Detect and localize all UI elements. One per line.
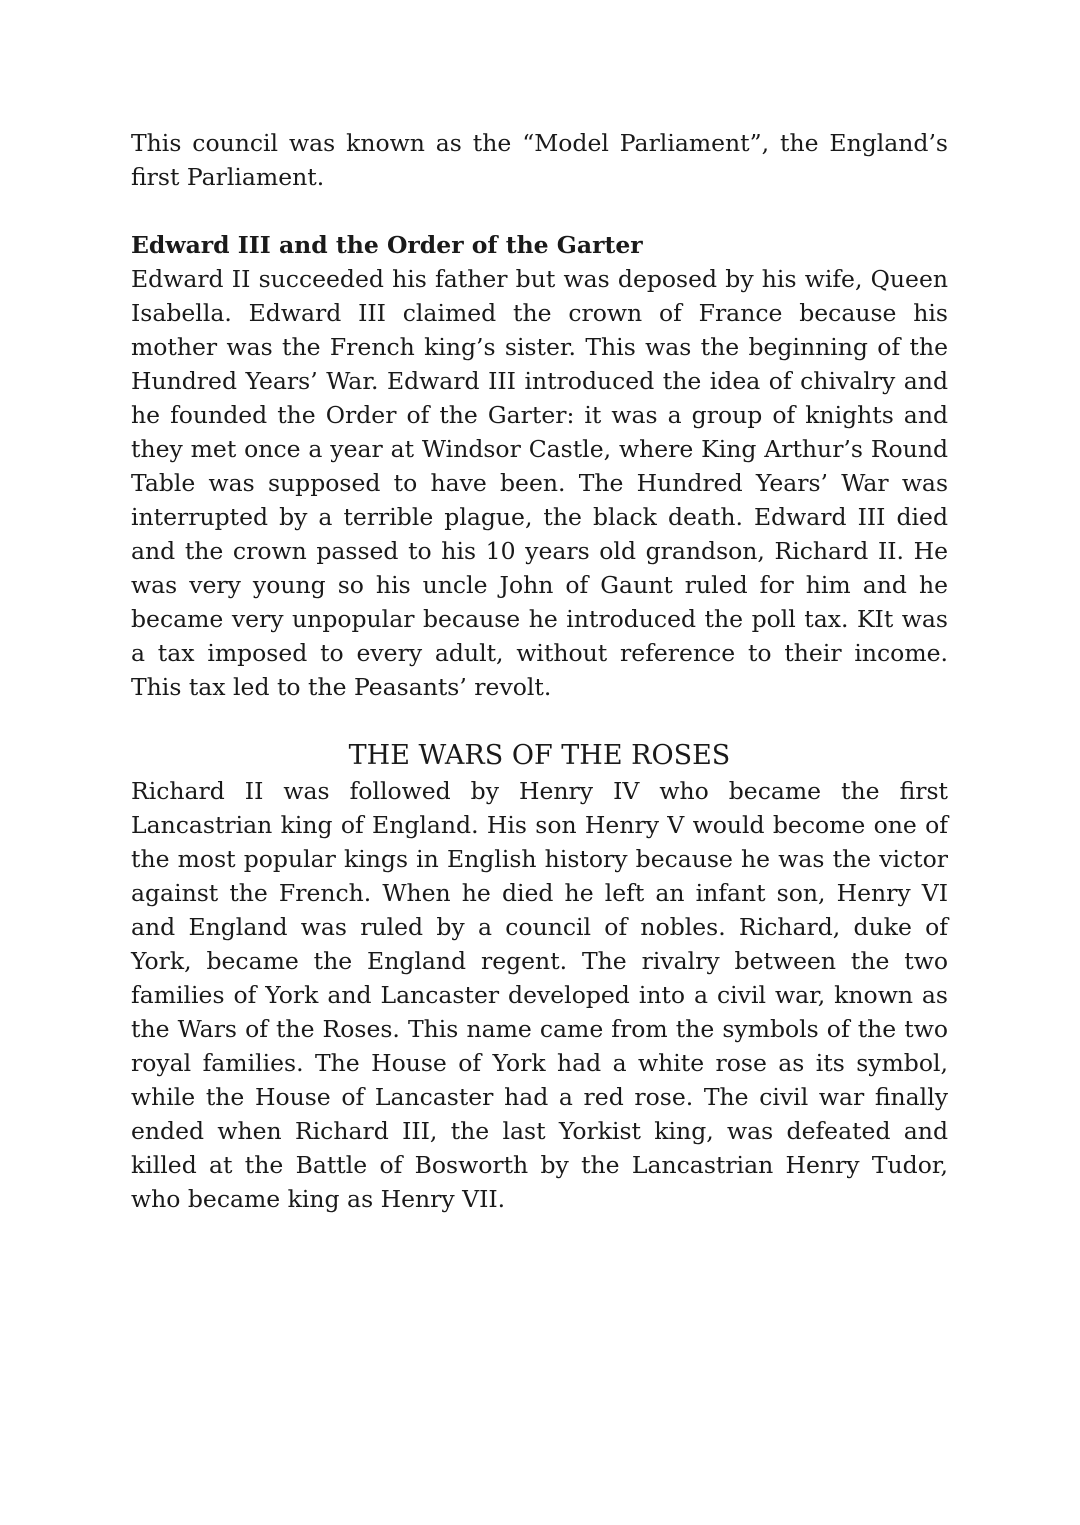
section-body-wars-of-the-roses: Richard II was followed by Henry IV who became the first Lancastrian king of England. His son Henry V would become one of the most popular kings in English history because he was the victor against the French. When he died he left an infant son, Henry VI and England was ruled by a council of nobles. Richard, duke of York, became the England regent. The rivalry between the two families of York and Lancaster developed into a civil war, known as the Wars of the Roses. This name came from the symbols of the two royal families. The House of York had a white rose as its symbol, while the House of Lancaster had a red rose. The civil war finally ended when Richard III, the last Yorkist king, was defeated and killed at the Battle of Bosworth by the Lancastrian Henry Tudor, who became king as Henry VII. [131,777,948,1213]
section-heading-edward-iii: Edward III and the Order of the Garter [131,231,643,259]
document-page [131,126,948,1216]
section-body-edward-iii: Edward II succeeded his father but was deposed by his wife, Queen Isabella. Edward III claimed the crown of France because his mother was the French king’s sister. This was the beginning of the Hundred Years’ War. Edward III introduced the idea of chivalry and he founded the Order of the Garter: it was a group of knights and they met once a year at Windsor Castle, where King Arthur’s Round Table was supposed to have been. The Hundred Years’ War was interrupted by a terrible plague, the black death. Edward III died and the crown passed to his 10 years old grandson, Richard II. He was very young so his uncle John of Gaunt ruled for him and he became very unpopular because he introduced the poll tax. KIt was a tax imposed to every adult, without reference to their income. This tax led to the Peasants’ revolt. [131,265,948,701]
section-heading-wars-of-the-roses: THE WARS OF THE ROSES [348,740,731,771]
intro-paragraph: This council was known as the “Model Parliament”, the England’s first Parliament. [131,129,948,191]
